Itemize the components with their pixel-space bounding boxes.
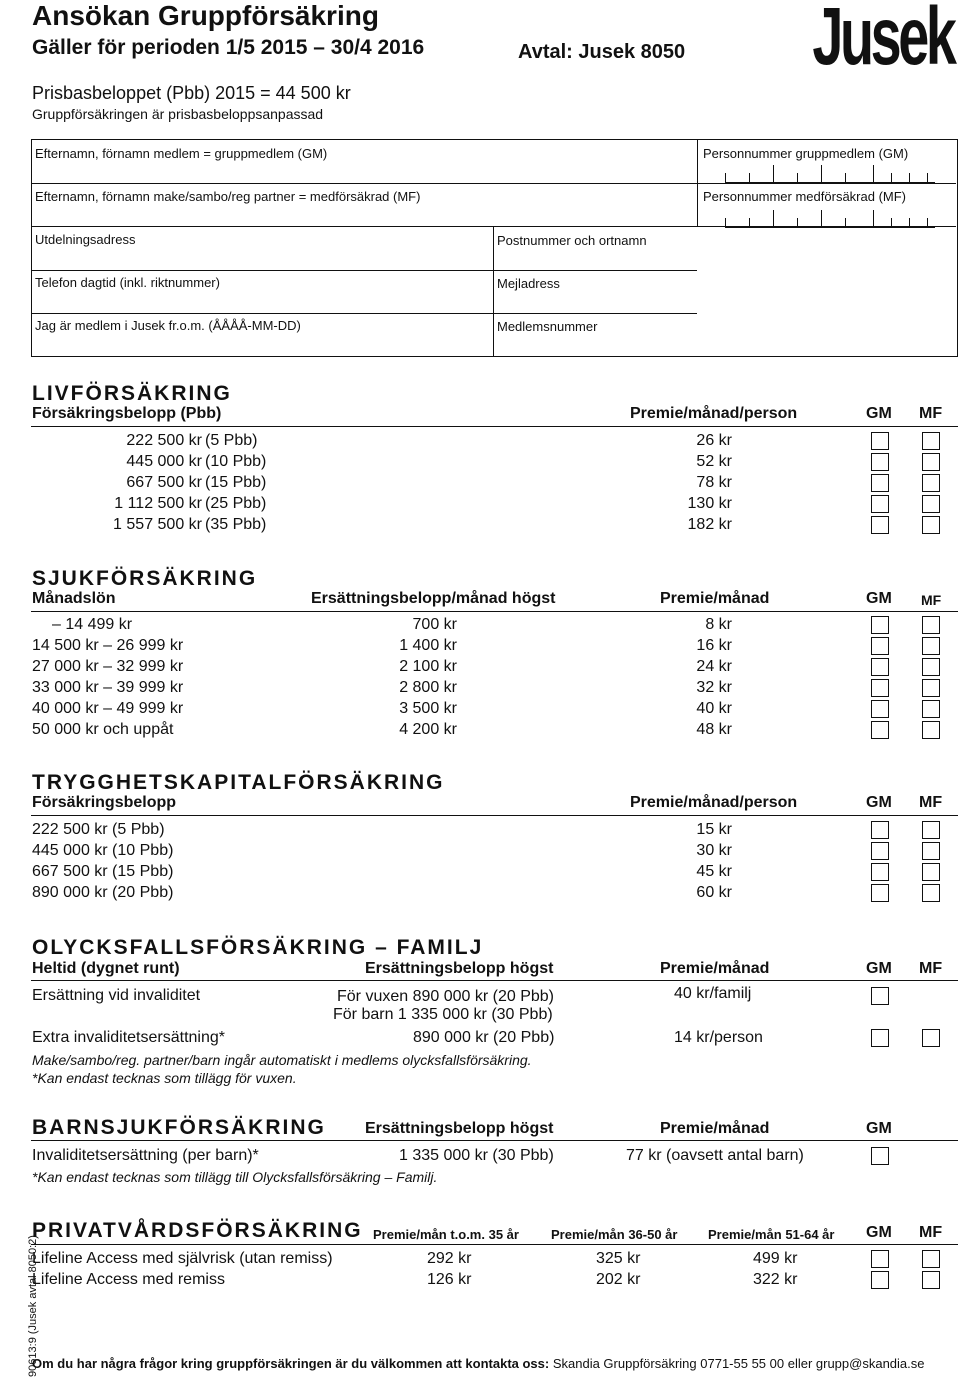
agreement-label: Avtal: Jusek 8050 — [518, 41, 686, 63]
capital-heading: TRYGGHETSKAPITALFÖRSÄKRING — [32, 771, 445, 794]
sick-mf-checkbox[interactable] — [922, 679, 940, 697]
accident-child-amount: För barn 1 335 000 kr (30 Pbb) — [333, 1006, 553, 1023]
life-gm-checkbox[interactable] — [871, 474, 889, 492]
phone-field[interactable]: Telefon dagtid (inkl. riktnummer) — [35, 275, 220, 290]
sick-comp: 2 100 kr — [399, 658, 457, 675]
life-premium: 130 kr — [687, 495, 732, 512]
form-code: 90613:9 (Jusek avtal 8050:2) — [26, 1235, 39, 1377]
capital-col-premium: Premie/månad/person — [630, 794, 798, 811]
capital-premium: 30 kr — [696, 842, 732, 859]
footer-contact — [32, 1356, 925, 1371]
capital-col-gm: GM — [866, 794, 892, 811]
life-amount: 667 500 kr — [126, 474, 202, 491]
sick-salary: 40 000 kr – 49 999 kr — [32, 700, 184, 717]
life-pbb: (35 Pbb) — [205, 516, 267, 533]
private-col-gm: GM — [866, 1224, 892, 1241]
private-premium-age1: 126 kr — [427, 1271, 472, 1288]
capital-mf-checkbox[interactable] — [922, 884, 940, 902]
jusek-logo: Jusek — [812, 0, 954, 82]
base-amount-note: Gruppförsäkringen är prisbasbeloppsanpassad — [32, 106, 324, 122]
accident-extra-label: Extra invaliditetsersättning* — [32, 1029, 225, 1046]
capital-amount: 222 500 kr (5 Pbb) — [32, 821, 165, 838]
private-gm-checkbox[interactable] — [871, 1271, 889, 1289]
sick-premium: 32 kr — [696, 679, 732, 696]
sick-gm-checkbox[interactable] — [871, 679, 889, 697]
sick-gm-checkbox[interactable] — [871, 658, 889, 676]
life-pbb: (10 Pbb) — [205, 453, 267, 470]
accident-heading: OLYCKSFALLSFÖRSÄKRING – FAMILJ — [32, 936, 484, 959]
sick-col-gm: GM — [866, 590, 892, 607]
accident-family-premium: 40 kr/familj — [674, 985, 752, 1002]
accident-note-adult: *Kan endast tecknas som tillägg för vuxen. — [32, 1070, 297, 1086]
life-pbb: (15 Pbb) — [205, 474, 267, 491]
sick-comp: 700 kr — [412, 616, 457, 633]
child-heading: BARNSJUKFÖRSÄKRING — [32, 1116, 326, 1139]
accident-col-premium: Premie/månad — [660, 960, 770, 977]
sick-salary: 14 500 kr – 26 999 kr — [32, 637, 184, 654]
private-col-mf: MF — [919, 1224, 943, 1241]
life-mf-checkbox[interactable] — [922, 516, 940, 534]
accident-col-gm: GM — [866, 960, 892, 977]
sick-comp: 1 400 kr — [399, 637, 457, 654]
life-amount: 1 112 500 kr — [114, 495, 202, 512]
partner-name-field[interactable]: Efternamn, förnamn make/sambo/reg partner = medförsäkrad (MF) — [35, 189, 421, 204]
private-premium-age1: 292 kr — [427, 1250, 472, 1267]
private-col-age2: Premie/mån 36-50 år — [551, 1227, 678, 1242]
sick-comp: 2 800 kr — [399, 679, 457, 696]
life-amount: 445 000 kr — [126, 453, 202, 470]
capital-gm-checkbox[interactable] — [871, 842, 889, 860]
postal-field[interactable]: Postnummer och ortnamn — [497, 233, 647, 248]
sick-gm-checkbox[interactable] — [871, 637, 889, 655]
member-name-field[interactable]: Efternamn, förnamn medlem = gruppmedlem (GM) — [35, 146, 328, 161]
child-invalidity-label: Invaliditetsersättning (per barn)* — [32, 1147, 259, 1164]
sick-heading: SJUKFÖRSÄKRING — [32, 567, 258, 590]
partner-pnr-boxes[interactable] — [725, 208, 935, 228]
capital-amount: 445 000 kr (10 Pbb) — [32, 842, 174, 859]
capital-mf-checkbox[interactable] — [922, 863, 940, 881]
capital-gm-checkbox[interactable] — [871, 863, 889, 881]
private-mf-checkbox[interactable] — [922, 1271, 940, 1289]
life-pbb: (5 Pbb) — [205, 432, 258, 449]
sick-premium: 24 kr — [696, 658, 732, 675]
sick-mf-checkbox[interactable] — [922, 658, 940, 676]
accident-note-family: Make/sambo/reg. partner/barn ingår automatiskt i medlems olycksfallsförsäkring. — [32, 1052, 532, 1068]
capital-amount: 890 000 kr (20 Pbb) — [32, 884, 174, 901]
sick-gm-checkbox[interactable] — [871, 700, 889, 718]
life-gm-checkbox[interactable] — [871, 453, 889, 471]
capital-amount: 667 500 kr (15 Pbb) — [32, 863, 174, 880]
member-number-field[interactable]: Medlemsnummer — [497, 319, 598, 334]
sick-premium: 8 kr — [705, 616, 732, 633]
life-pbb: (25 Pbb) — [205, 495, 267, 512]
life-mf-checkbox[interactable] — [922, 432, 940, 450]
accident-col-mf: MF — [919, 960, 943, 977]
sick-mf-checkbox[interactable] — [922, 637, 940, 655]
child-gm-checkbox[interactable] — [871, 1147, 889, 1165]
life-gm-checkbox[interactable] — [871, 516, 889, 534]
capital-mf-checkbox[interactable] — [922, 842, 940, 860]
life-premium: 26 kr — [696, 432, 732, 449]
sick-premium: 16 kr — [696, 637, 732, 654]
sick-col-premium: Premie/månad — [660, 590, 770, 607]
sick-comp: 3 500 kr — [399, 700, 457, 717]
sick-mf-checkbox[interactable] — [922, 700, 940, 718]
accident-invalidity-label: Ersättning vid invaliditet — [32, 987, 201, 1004]
life-mf-checkbox[interactable] — [922, 474, 940, 492]
sick-mf-checkbox[interactable] — [922, 616, 940, 634]
address-field[interactable]: Utdelningsadress — [35, 232, 136, 247]
private-premium-age2: 325 kr — [596, 1250, 641, 1267]
capital-premium: 45 kr — [696, 863, 732, 880]
member-pnr-boxes[interactable] — [725, 163, 935, 183]
footer-question: Om du har några frågor kring gruppförsäkringen är du välkommen att kontakta oss: — [32, 1356, 550, 1371]
sick-mf-checkbox[interactable] — [922, 721, 940, 739]
child-invalidity-premium: 77 kr (oavsett antal barn) — [626, 1147, 804, 1164]
child-col-comp: Ersättningsbelopp högst — [365, 1120, 554, 1137]
life-col-amount: Försäkringsbelopp (Pbb) — [32, 405, 222, 422]
capital-premium: 15 kr — [696, 821, 732, 838]
life-mf-checkbox[interactable] — [922, 495, 940, 513]
sick-premium: 48 kr — [696, 721, 732, 738]
sick-premium: 40 kr — [696, 700, 732, 717]
child-note: *Kan endast tecknas som tillägg till Olycksfallsförsäkring – Familj. — [32, 1169, 438, 1185]
life-premium: 182 kr — [687, 516, 732, 533]
sick-gm-checkbox[interactable] — [871, 616, 889, 634]
capital-gm-checkbox[interactable] — [871, 884, 889, 902]
capital-col-amount: Försäkringsbelopp — [32, 794, 177, 811]
sick-salary: 27 000 kr – 32 999 kr — [32, 658, 184, 675]
life-amount: 222 500 kr — [126, 432, 202, 449]
private-plan-label: Lifeline Access med remiss — [32, 1271, 225, 1288]
period-subtitle: Gäller för perioden 1/5 2015 – 30/4 2016 — [32, 36, 425, 59]
capital-mf-checkbox[interactable] — [922, 821, 940, 839]
private-col-age3: Premie/mån 51-64 år — [708, 1227, 835, 1242]
footer-contact-info: Skandia Gruppförsäkring 0771-55 55 00 eller grupp@skandia.se — [552, 1356, 925, 1371]
capital-gm-checkbox[interactable] — [871, 821, 889, 839]
life-mf-checkbox[interactable] — [922, 453, 940, 471]
private-mf-checkbox[interactable] — [922, 1250, 940, 1268]
life-gm-checkbox[interactable] — [871, 495, 889, 513]
life-amount: 1 557 500 kr — [113, 516, 202, 533]
page-title: Ansökan Gruppförsäkring — [32, 0, 379, 31]
sick-salary: 33 000 kr – 39 999 kr — [32, 679, 184, 696]
life-heading: LIVFÖRSÄKRING — [32, 382, 232, 405]
life-col-mf: MF — [919, 405, 943, 422]
life-col-premium: Premie/månad/person — [630, 405, 798, 422]
private-col-age1: Premie/mån t.o.m. 35 år — [373, 1227, 519, 1242]
life-premium: 78 kr — [696, 474, 732, 491]
private-premium-age3: 499 kr — [753, 1250, 798, 1267]
partner-pnr-field[interactable]: Personnummer medförsäkrad (MF) — [703, 189, 906, 204]
sick-comp: 4 200 kr — [399, 721, 457, 738]
sick-salary: – 14 499 kr — [52, 616, 133, 633]
base-amount: Prisbasbeloppet (Pbb) 2015 = 44 500 kr — [32, 83, 351, 103]
accident-extra-premium: 14 kr/person — [674, 1029, 763, 1046]
accident-gm-checkbox[interactable] — [871, 987, 889, 1005]
member-since-field[interactable]: Jag är medlem i Jusek fr.o.m. (ÅÅÅÅ-MM-DD) — [35, 318, 301, 333]
child-invalidity-amount: 1 335 000 kr (30 Pbb) — [399, 1147, 554, 1164]
accident-extra-gm-checkbox[interactable] — [871, 1029, 889, 1047]
accident-col-comp: Ersättningsbelopp högst — [365, 960, 554, 977]
capital-col-mf: MF — [919, 794, 943, 811]
sick-col-comp: Ersättningsbelopp/månad högst — [311, 590, 556, 607]
email-field[interactable]: Mejladress — [497, 276, 560, 291]
sick-col-salary: Månadslön — [32, 590, 116, 607]
accident-col-type: Heltid (dygnet runt) — [32, 960, 180, 977]
private-plan-label: Lifeline Access med självrisk (utan remiss) — [32, 1250, 333, 1267]
private-heading: PRIVATVÅRDSFÖRSÄKRING — [32, 1219, 363, 1242]
sick-col-mf: MF — [921, 592, 942, 608]
child-col-premium: Premie/månad — [660, 1120, 770, 1137]
life-premium: 52 kr — [696, 453, 732, 470]
accident-adult-amount: För vuxen 890 000 kr (20 Pbb) — [337, 988, 555, 1005]
member-pnr-field[interactable]: Personnummer gruppmedlem (GM) — [703, 146, 909, 161]
child-col-gm: GM — [866, 1120, 892, 1137]
sick-gm-checkbox[interactable] — [871, 721, 889, 739]
life-gm-checkbox[interactable] — [871, 432, 889, 450]
capital-premium: 60 kr — [696, 884, 732, 901]
private-gm-checkbox[interactable] — [871, 1250, 889, 1268]
accident-extra-amount: 890 000 kr (20 Pbb) — [413, 1029, 555, 1046]
sick-salary: 50 000 kr och uppåt — [32, 721, 174, 738]
applicant-form — [31, 139, 958, 357]
private-premium-age3: 322 kr — [753, 1271, 798, 1288]
private-premium-age2: 202 kr — [596, 1271, 641, 1288]
accident-extra-mf-checkbox[interactable] — [922, 1029, 940, 1047]
life-col-gm: GM — [866, 405, 892, 422]
